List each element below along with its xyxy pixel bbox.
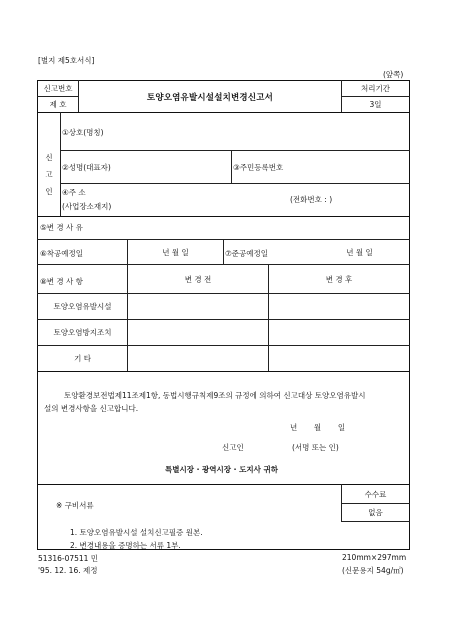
recipient-label: 특별시장 · 광역시장 · 도지사 귀하: [165, 465, 278, 474]
representative-label: ②성명(대표자): [62, 163, 111, 172]
pollution-facility-label: 토양오염유발시설: [53, 302, 112, 311]
declaration-date: 년 월 일: [290, 423, 346, 432]
finish-date-value: 년 월 일: [346, 247, 373, 257]
enactment-date: '95. 12. 16. 제정: [38, 566, 98, 575]
paper-size: 210mm×297mm: [342, 553, 407, 562]
paper-type: (신문용지 54g/㎡): [342, 566, 404, 575]
applicant-label-1: 신: [45, 153, 53, 162]
before-change-label: 변 경 전: [184, 274, 212, 284]
business-location-label: (사업장소재지): [62, 202, 112, 211]
form-code: 51316-07511 민: [38, 554, 99, 563]
after-change-label: 변 경 후: [325, 274, 353, 284]
business-name-label: ①상호(명칭): [62, 128, 104, 137]
signature-label: (서명 또는 인): [292, 443, 339, 452]
required-doc-2: 2. 변경내용을 증명하는 서류 1부.: [70, 541, 181, 550]
change-reason-label: ⑤변 경 사 유: [40, 223, 83, 232]
report-number-label: 신고번호: [43, 84, 73, 93]
other-label: 기 타: [74, 354, 91, 363]
start-date-label: ⑥착공예정일: [40, 249, 83, 258]
fee-value: 없음: [368, 508, 383, 517]
required-docs-title: ※ 구비서류: [56, 501, 94, 510]
phone-label: (전화번호 : ): [290, 195, 333, 204]
declaration-line-1: 토양환경보전법제11조제1항, 동법시행규칙제9조의 규정에 의하여 신고대상 토양오염유발시: [64, 391, 366, 400]
fee-label: 수수료: [364, 489, 387, 499]
change-items-label: ⑧변 경 사 항: [40, 277, 83, 286]
finish-date-label: ⑦준공예정일: [225, 249, 268, 258]
applicant-label-3: 인: [45, 187, 53, 196]
required-doc-1: 1. 토양오염유발시설 설치신고필증 원본.: [70, 528, 203, 537]
prevention-measures-label: 토양오염방지조치: [53, 328, 112, 337]
form-number: [별지 제5호서식]: [38, 56, 95, 65]
report-number-field: 제 호: [49, 100, 67, 109]
reporter-label: 신고인: [222, 443, 244, 452]
processing-period-value: 3일: [369, 100, 382, 109]
resident-number-label: ③주민등록번호: [233, 163, 284, 172]
front-side-label: (앞쪽): [383, 70, 404, 79]
address-label: ④주 소: [62, 188, 86, 197]
declaration-line-2: 설의 변경사항을 신고합니다.: [44, 404, 139, 413]
form-title: 토양오염유발시설설치변경신고서: [146, 92, 274, 103]
processing-period-label: 처리기간: [361, 84, 390, 93]
applicant-label-2: 고: [45, 170, 53, 179]
start-date-value: 년 월 일: [162, 247, 189, 257]
